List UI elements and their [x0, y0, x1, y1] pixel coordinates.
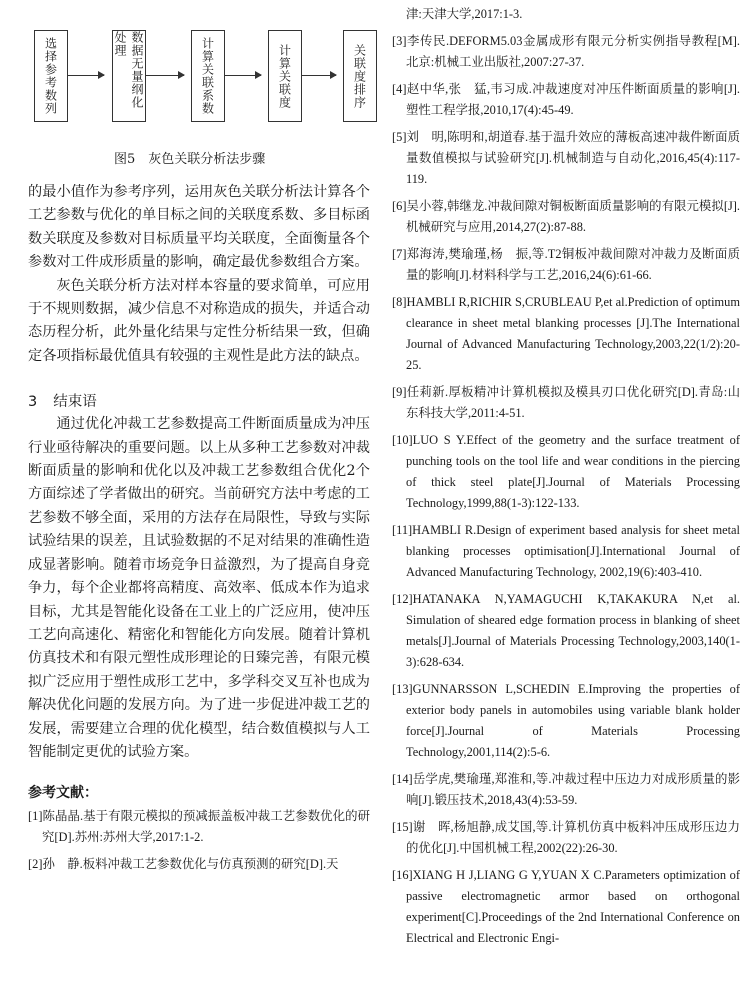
conclusion-paragraph: 通过优化冲裁工艺参数提高工件断面质量成为冲压行业亟待解决的重要问题。以上从多种工艺参数对冲裁断面质量的影响和优化以及冲裁工艺参数组合优化2个方面综述了学者做出的研究。当前研究方法中考虑的工艺参数不够全面，采用的方法存在局限性，导致与实际试验结果的误差，且试验数据的不足对结果的准确性造成显著影响。随着市场竞争日益激烈，为了提高自身竞争力，每个企业都将高精度、高效率、低成本作为追求目标，尤其是智能化设备在工业上的广泛应用，使冲压工艺向高速化、精密化和智能化方向发展。随着计算机仿真技术和有限元塑性成形理论的日臻完善，有限元模拟广泛应用于塑性成形工艺中，多学科交叉互补也成为解决优化问题的发展方向。为了进一步促进冲裁工艺的发展，需要建立合理的优化模型，结合数值模拟与人工智能制定更优的试验方案。	[28, 416, 370, 760]
section-title: 结束语	[53, 394, 97, 411]
flow-box-1: 选择参考数列	[34, 30, 68, 122]
reference-item: [16]XIANG H J,LIANG G Y,YUAN X C.Parameters optimization of passive electromagnetic armor based on orthogonal experiment[C].Proceedings of the 2nd International Conference on Electrical and Electronic Engi-	[392, 868, 740, 945]
flow-box-4: 计算关联度	[268, 30, 302, 122]
flow-arrow	[68, 75, 104, 76]
body-paragraph: 灰色关联分析方法对样本容量的要求简单，可应用于不规则数据，减少信息不对称造成的损失，并适合动态历程分析，此外量化结果与定性分析结果一致，但确定各项指标最优值具有较强的主观性是此方法的缺点。	[28, 277, 370, 364]
flow-arrow	[225, 75, 261, 76]
reference-item: [5]刘 明,陈明和,胡道春.基于温升效应的薄板高速冲裁件断面质量数值模拟与试验研究[J].机械制造与自动化,2016,45(4):117-119.	[392, 130, 740, 186]
reference-item: [9]任莉新.厚板精冲计算机模拟及模具刃口优化研究[D].青岛:山东科技大学,2011:4-51.	[392, 385, 740, 420]
reference-item: [4]赵中华,张 猛,韦习成.冲裁速度对冲压件断面质量的影响[J].塑性工程学报,2010,17(4):45-49.	[392, 82, 740, 117]
reference-item: [12]HATANAKA N,YAMAGUCHI K,TAKAKURA N,et al. Simulation of sheared edge formation process in blanking of sheet metals[J].Journal of Materials Processing Technology,2003,140(1-3):628-634.	[392, 592, 740, 669]
flowchart-figure	[28, 0, 370, 175]
body-paragraph: 的最小值作为参考序列，运用灰色关联分析法计算各个工艺参数与优化的单目标之间的关联度系数、多目标函数关联度及参数对目标质量平均关联度，全面衡量各个参数对工件成形质量的影响，确定最优参数组合方案。	[28, 184, 370, 271]
reference-item: [7]郑海涛,樊瑜瑾,杨 振,等.T2铜板冲裁间隙对冲裁力及断面质量的影响[J].材料科学与工艺,2016,24(6):61-66.	[392, 247, 740, 282]
reference-item: [11]HAMBLI R.Design of experiment based analysis for sheet metal blanking processes optimisation[J].International Journal of Advanced Manufacturing Technology, 2002,19(6):403-410.	[392, 523, 740, 579]
right-column	[392, 0, 740, 955]
reference-item: [1]陈晶晶.基于有限元模拟的预减振盖板冲裁工艺参数优化的研究[D].苏州:苏州大学,2017:1-2.	[28, 809, 370, 845]
figure-caption: 图5 灰色关联分析法步骤	[114, 152, 266, 167]
flow-box-2: 数据无量纲化处理	[112, 30, 146, 122]
left-column	[28, 0, 370, 881]
reference-item: [6]吴小蓉,韩继龙.冲裁间隙对铜板断面质量影响的有限元模拟[J].机械研究与应用,2014,27(2):87-88.	[392, 199, 740, 234]
flow-arrow	[146, 75, 184, 76]
reference-item: [2]孙 静.板料冲裁工艺参数优化与仿真预测的研究[D].天	[28, 857, 339, 872]
section-number: 3	[28, 394, 38, 411]
reference-item: [15]谢 晖,杨旭静,成艾国,等.计算机仿真中板料冲压成形压边力的优化[J].中国机械工程,2002(22):26-30.	[392, 820, 740, 855]
section-heading	[28, 390, 370, 411]
reference-item: [10]LUO S Y.Effect of the geometry and the surface treatment of punching tools on the tool life and wear conditions in the piercing of thick steel plate[J].Journal of Materials Processing Technology,1999,88(1-3):122-133.	[392, 433, 740, 510]
references-heading: 参考文献：	[28, 785, 98, 802]
flow-box-3: 计算关联系数	[191, 30, 225, 122]
reference-item: [8]HAMBLI R,RICHIR S,CRUBLEAU P,et al.Prediction of optimum clearance in sheet metal blanking processes [J].The International Journal of Advanced Manufacturing Technology,2003,22(1/2):20-25.	[392, 295, 740, 372]
reference-item: [14]岳学虎,樊瑜瑾,郑淮和,等.冲裁过程中压边力对成形质量的影响[J].锻压技术,2018,43(4):53-59.	[392, 772, 740, 807]
reference-item: [13]GUNNARSSON L,SCHEDIN E.Improving the properties of exterior body panels in automobiles using variable blank holder force[J].Journal of Materials Processing Technology,2001,114(2):5-6.	[392, 682, 740, 759]
reference-item: [3]李传民.DEFORM5.03金属成形有限元分析实例指导教程[M].北京:机械工业出版社,2007:27-37.	[392, 34, 740, 69]
flow-arrow	[302, 75, 336, 76]
reference-item: 津:天津大学,2017:1-3.	[406, 7, 523, 21]
flow-box-5: 关联度排序	[343, 30, 377, 122]
